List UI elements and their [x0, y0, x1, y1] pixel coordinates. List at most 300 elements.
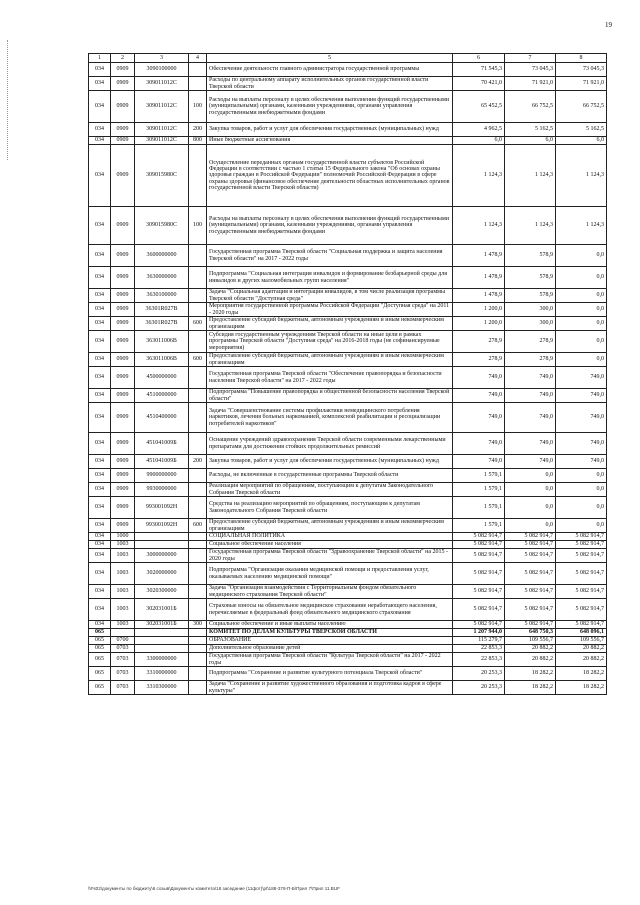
amount-col8: 5 082 914,7: [556, 549, 607, 563]
amount-col8: 109 556,7: [556, 637, 607, 645]
table-row: [89, 483, 607, 497]
expense-name: Страховые взносы на обязательное медицинское страхование неработающего населения, перечисляемые в федеральный фонд обязательного медицинского страхования: [207, 599, 453, 621]
expense-type-code: [189, 497, 207, 519]
amount-col6: 1 200,0: [453, 317, 505, 331]
expense-name: ОБРАЗОВАНИЕ: [207, 637, 453, 645]
margin-marks: [7, 40, 10, 160]
section-code: 0703: [111, 681, 135, 695]
amount-col6: 1 200,0: [453, 303, 505, 317]
agency-code: 034: [89, 621, 111, 629]
col-header: 3: [135, 54, 189, 63]
amount-col6: 1 207 944,0: [453, 629, 505, 637]
amount-col6: 65 452,5: [453, 91, 505, 123]
agency-code: 034: [89, 541, 111, 549]
amount-col8: 0,0: [556, 289, 607, 303]
expense-type-code: 600: [189, 317, 207, 331]
amount-col6: 749,0: [453, 433, 505, 455]
expense-name: Средства на реализацию мероприятий по обращениям, поступающим к депутатам Законодательного Собрания Тверской области: [207, 497, 453, 519]
amount-col8: 0,0: [556, 331, 607, 353]
agency-code: 034: [89, 433, 111, 455]
expense-type-code: [189, 541, 207, 549]
amount-col6: 1 579,1: [453, 519, 505, 533]
target-article-code: 3090100000: [135, 63, 189, 77]
section-code: 1003: [111, 621, 135, 629]
expense-type-code: [189, 403, 207, 433]
section-code: 1003: [111, 563, 135, 585]
amount-col6: 1 124,3: [453, 207, 505, 245]
target-article-code: 302031001Б: [135, 599, 189, 621]
file-path-footer: \\Fs02\документы по бюджету\6 созыв\Документы комитета\18 заседание (11фот)\pt\188-378-П-Б\Прил 7\Прил 11.BUF: [88, 886, 340, 891]
expense-name: Предоставление субсидий бюджетным, автономным учреждениям и иным некоммерческим организациям: [207, 353, 453, 367]
amount-col6: 1 478,9: [453, 267, 505, 289]
amount-col7: 0,0: [505, 497, 556, 519]
expense-type-code: 200: [189, 123, 207, 137]
amount-col8: 71 921,0: [556, 77, 607, 91]
expense-name: Закупка товаров, работ и услуг для обеспечения государственных (муниципальных) нужд: [207, 455, 453, 469]
amount-col6: 749,0: [453, 389, 505, 403]
amount-col8: 18 282,2: [556, 667, 607, 681]
amount-col8: 0,0: [556, 469, 607, 483]
amount-col6: 70 421,0: [453, 77, 505, 91]
expense-name: Подпрограмма "Сохранение и развитие культурного потенциала Тверской области": [207, 667, 453, 681]
amount-col6: 278,9: [453, 353, 505, 367]
amount-col8: 5 082 914,7: [556, 621, 607, 629]
amount-col6: 5 082 914,7: [453, 585, 505, 599]
amount-col6: 20 253,3: [453, 667, 505, 681]
table-row: [89, 681, 607, 695]
amount-col7: 749,0: [505, 403, 556, 433]
amount-col7: 0,0: [505, 469, 556, 483]
target-article-code: 363011006В: [135, 353, 189, 367]
table-row: [89, 145, 607, 207]
table-row: [89, 303, 607, 317]
table-row: [89, 63, 607, 77]
table-row: [89, 367, 607, 389]
agency-code: 034: [89, 403, 111, 433]
agency-code: 034: [89, 469, 111, 483]
amount-col6: 749,0: [453, 367, 505, 389]
amount-col6: 1 478,9: [453, 245, 505, 267]
table-row: [89, 637, 607, 645]
table-row: [89, 267, 607, 289]
agency-code: 034: [89, 483, 111, 497]
expense-type-code: [189, 145, 207, 207]
target-article-code: 9930000000: [135, 483, 189, 497]
agency-code: 034: [89, 585, 111, 599]
section-code: 0909: [111, 303, 135, 317]
col-header: 6: [453, 54, 505, 63]
amount-col7: 749,0: [505, 433, 556, 455]
target-article-code: 36301R027В: [135, 303, 189, 317]
target-article-code: 309011012С: [135, 77, 189, 91]
expense-name: Расходы по центральному аппарату исполнительных органов государственной власти Тверской области: [207, 77, 453, 91]
amount-col8: 66 752,5: [556, 91, 607, 123]
agency-code: 034: [89, 497, 111, 519]
section-code: 0909: [111, 389, 135, 403]
section-code: 0909: [111, 433, 135, 455]
table-row: [89, 403, 607, 433]
amount-col7: 0,0: [505, 483, 556, 497]
agency-code: 034: [89, 317, 111, 331]
amount-col7: 109 556,7: [505, 637, 556, 645]
amount-col6: 22 853,3: [453, 645, 505, 653]
target-article-code: 4510400000: [135, 403, 189, 433]
amount-col8: 0,0: [556, 519, 607, 533]
expense-type-code: 300: [189, 621, 207, 629]
amount-col7: 278,9: [505, 331, 556, 353]
agency-code: 034: [89, 137, 111, 145]
amount-col7: 300,0: [505, 317, 556, 331]
section-code: [111, 629, 135, 637]
agency-code: 034: [89, 123, 111, 137]
section-code: 0909: [111, 483, 135, 497]
expense-name: Задача "Совершенствование системы профилактики немедицинского потребления наркотиков, лечения больных наркоманией, комплексной реабилитации и ресоциализации потребителей наркотиков": [207, 403, 453, 433]
expense-type-code: 600: [189, 519, 207, 533]
col-header: 8: [556, 54, 607, 63]
expense-type-code: [189, 533, 207, 541]
amount-col6: 5 082 914,7: [453, 541, 505, 549]
table-row: [89, 433, 607, 455]
amount-col6: 1 579,1: [453, 483, 505, 497]
target-article-code: 309015980С: [135, 207, 189, 245]
expense-name: Оснащение учреждений здравоохранения Тверской области современными лекарственными препаратами для достижения стойких продолжительных ремиссий: [207, 433, 453, 455]
expense-type-code: [189, 599, 207, 621]
expense-type-code: 800: [189, 137, 207, 145]
amount-col6: 1 478,9: [453, 289, 505, 303]
expense-type-code: [189, 389, 207, 403]
amount-col6: 5 082 914,7: [453, 621, 505, 629]
expense-type-code: [189, 367, 207, 389]
amount-col8: 5 082 914,7: [556, 563, 607, 585]
section-code: 0703: [111, 653, 135, 667]
amount-col7: 71 921,0: [505, 77, 556, 91]
section-code: 0703: [111, 645, 135, 653]
col-header: 2: [111, 54, 135, 63]
section-code: 0909: [111, 367, 135, 389]
target-article-code: 36301R027В: [135, 317, 189, 331]
expense-name: Обеспечение деятельности главного администратора государственной программы: [207, 63, 453, 77]
section-code: 0909: [111, 497, 135, 519]
section-code: 0909: [111, 289, 135, 303]
table-row: [89, 621, 607, 629]
table-row: [89, 317, 607, 331]
agency-code: 034: [89, 353, 111, 367]
amount-col8: 0,0: [556, 497, 607, 519]
amount-col8: 0,0: [556, 245, 607, 267]
section-code: 0909: [111, 77, 135, 91]
table-row: [89, 123, 607, 137]
target-article-code: 4510000000: [135, 389, 189, 403]
amount-col7: 5 082 914,7: [505, 541, 556, 549]
table-row: [89, 137, 607, 145]
agency-code: 034: [89, 533, 111, 541]
expense-type-code: [189, 433, 207, 455]
agency-code: 034: [89, 267, 111, 289]
agency-code: 065: [89, 637, 111, 645]
amount-col6: 5 082 914,7: [453, 533, 505, 541]
amount-col8: 749,0: [556, 433, 607, 455]
amount-col7: 578,9: [505, 267, 556, 289]
target-article-code: 451041009Б: [135, 433, 189, 455]
amount-col6: 1 579,1: [453, 497, 505, 519]
agency-code: 065: [89, 629, 111, 637]
amount-col6: 749,0: [453, 403, 505, 433]
table-row: [89, 541, 607, 549]
agency-code: 034: [89, 549, 111, 563]
section-code: 0909: [111, 267, 135, 289]
amount-col8: 5 082 914,7: [556, 541, 607, 549]
target-article-code: 3630100000: [135, 289, 189, 303]
expense-name: Государственная программа Тверской области "Социальная поддержка и защита населения Тверской области" на 2017 - 2022 годы: [207, 245, 453, 267]
amount-col7: 18 282,2: [505, 681, 556, 695]
expense-type-code: [189, 77, 207, 91]
table-row: [89, 667, 607, 681]
amount-col7: 749,0: [505, 389, 556, 403]
amount-col7: 6,0: [505, 137, 556, 145]
section-code: 0909: [111, 245, 135, 267]
amount-col8: 5 082 914,7: [556, 533, 607, 541]
amount-col8: 1 124,3: [556, 145, 607, 207]
amount-col8: 20 882,2: [556, 653, 607, 667]
expense-name: Социальное обеспечение и иные выплаты населению: [207, 621, 453, 629]
agency-code: 034: [89, 331, 111, 353]
section-code: 1000: [111, 533, 135, 541]
page-number: 19: [605, 21, 612, 29]
amount-col8: 20 882,2: [556, 645, 607, 653]
expense-type-code: [189, 549, 207, 563]
expense-name: Дополнительное образование детей: [207, 645, 453, 653]
section-code: 0909: [111, 353, 135, 367]
expense-name: Реализация мероприятий по обращениям, поступающим к депутатам Законодательного Собрания Тверской области: [207, 483, 453, 497]
target-article-code: 3020000000: [135, 563, 189, 585]
amount-col8: 749,0: [556, 389, 607, 403]
col-header: 4: [189, 54, 207, 63]
section-code: 0909: [111, 519, 135, 533]
agency-code: 034: [89, 63, 111, 77]
expense-name: Иные бюджетные ассигнования: [207, 137, 453, 145]
section-code: 0703: [111, 667, 135, 681]
table-row: [89, 653, 607, 667]
target-article-code: 4500000000: [135, 367, 189, 389]
target-article-code: 3310000000: [135, 667, 189, 681]
amount-col7: 648 750,3: [505, 629, 556, 637]
target-article-code: 302031001Б: [135, 621, 189, 629]
target-article-code: 363011006В: [135, 331, 189, 353]
table-row: [89, 497, 607, 519]
agency-code: 034: [89, 367, 111, 389]
col-header: 1: [89, 54, 111, 63]
table-row: [89, 289, 607, 303]
expense-name: Государственная программа Тверской области "Культура Тверской области" на 2017 - 2022 годы: [207, 653, 453, 667]
section-code: 0700: [111, 637, 135, 645]
amount-col8: 0,0: [556, 483, 607, 497]
amount-col7: 749,0: [505, 367, 556, 389]
target-article-code: 3300000000: [135, 653, 189, 667]
expense-name: Задача "Сохранение и развитие художественного образования и подготовка кадров в сфере культуры": [207, 681, 453, 695]
target-article-code: [135, 541, 189, 549]
expense-type-code: [189, 667, 207, 681]
amount-col7: 5 082 914,7: [505, 621, 556, 629]
expense-type-code: [189, 563, 207, 585]
section-code: 0909: [111, 469, 135, 483]
agency-code: 034: [89, 389, 111, 403]
amount-col8: 749,0: [556, 455, 607, 469]
expense-name: Подпрограмма "Социальная интеграция инвалидов и формирование безбарьерной среды для инвалидов и других маломобильных групп населения": [207, 267, 453, 289]
expense-name: Осуществление переданных органам государственной власти субъектов Российской Федерации в соответствии с частью 1 статьи 15 Федерального закона "Об основах охраны здоровья граждан в Российской Федерации" полномочий Российской Федерации в сфере охраны здоровья (финансовое обеспечение деятельности областных исполнительных органов государственной власти Тверской области): [207, 145, 453, 207]
target-article-code: 309011012С: [135, 91, 189, 123]
amount-col7: 300,0: [505, 303, 556, 317]
expense-name: Закупка товаров, работ и услуг для обеспечения государственных (муниципальных) нужд: [207, 123, 453, 137]
agency-code: 065: [89, 667, 111, 681]
agency-code: 034: [89, 563, 111, 585]
amount-col8: 0,0: [556, 353, 607, 367]
amount-col7: 20 882,2: [505, 645, 556, 653]
expense-type-code: 200: [189, 455, 207, 469]
target-article-code: 3630000000: [135, 267, 189, 289]
agency-code: 034: [89, 519, 111, 533]
amount-col6: 4 962,5: [453, 123, 505, 137]
amount-col8: 5 082 914,7: [556, 585, 607, 599]
amount-col7: 578,9: [505, 245, 556, 267]
expense-name: Задача "Социальная адаптация и интеграция инвалидов, в том числе реализация программы Тверской области "Доступная среда": [207, 289, 453, 303]
section-code: 0909: [111, 207, 135, 245]
expense-name: Расходы, не включенные в государственные программы Тверской области: [207, 469, 453, 483]
target-article-code: 993001092Н: [135, 519, 189, 533]
table-row: [89, 549, 607, 563]
agency-code: 034: [89, 91, 111, 123]
expense-name: Субсидия государственным учреждениям Тверской области на иные цели в рамках программы Тверской области "Доступная среда" на 2016-2018 годы (не софинансируемые мероприятия): [207, 331, 453, 353]
col-header: 7: [505, 54, 556, 63]
expense-type-code: [189, 483, 207, 497]
amount-col6: 1 579,1: [453, 469, 505, 483]
amount-col7: 278,9: [505, 353, 556, 367]
expense-type-code: 100: [189, 207, 207, 245]
agency-code: 065: [89, 645, 111, 653]
expense-type-code: [189, 289, 207, 303]
agency-code: 034: [89, 245, 111, 267]
target-article-code: 3020300000: [135, 585, 189, 599]
agency-code: 034: [89, 145, 111, 207]
amount-col6: 5 082 914,7: [453, 599, 505, 621]
expense-name: Предоставление субсидий бюджетным, автономным учреждениям и иным некоммерческим организациям: [207, 317, 453, 331]
amount-col8: 0,0: [556, 303, 607, 317]
table-row: [89, 245, 607, 267]
agency-code: 034: [89, 303, 111, 317]
expense-type-code: 100: [189, 91, 207, 123]
table-row: [89, 645, 607, 653]
target-article-code: 3600000000: [135, 245, 189, 267]
amount-col6: 6,0: [453, 137, 505, 145]
table-row: [89, 389, 607, 403]
target-article-code: [135, 645, 189, 653]
target-article-code: [135, 629, 189, 637]
amount-col8: 0,0: [556, 317, 607, 331]
amount-col6: 5 082 914,7: [453, 563, 505, 585]
amount-col8: 1 124,3: [556, 207, 607, 245]
expense-name: Подпрограмма "Повышение правопорядка и общественной безопасности населения Тверской области": [207, 389, 453, 403]
agency-code: 034: [89, 599, 111, 621]
amount-col6: 1 124,3: [453, 145, 505, 207]
amount-col7: 18 282,2: [505, 667, 556, 681]
agency-code: 065: [89, 681, 111, 695]
agency-code: 034: [89, 207, 111, 245]
amount-col6: 20 253,3: [453, 681, 505, 695]
amount-col7: 1 124,3: [505, 207, 556, 245]
expense-name: Социальное обеспечение населения: [207, 541, 453, 549]
expense-type-code: [189, 245, 207, 267]
expense-name: Задача "Организация взаимодействия с Территориальным фондом обязательного медицинского страхования Тверской области": [207, 585, 453, 599]
expense-type-code: [189, 303, 207, 317]
amount-col7: 5 082 914,7: [505, 563, 556, 585]
section-code: 0909: [111, 403, 135, 433]
table-row: [89, 91, 607, 123]
expense-type-code: [189, 653, 207, 667]
amount-col8: 18 282,2: [556, 681, 607, 695]
amount-col6: 749,0: [453, 455, 505, 469]
amount-col7: 5 082 914,7: [505, 585, 556, 599]
expense-type-code: [189, 469, 207, 483]
expense-type-code: [189, 63, 207, 77]
section-code: 0909: [111, 63, 135, 77]
agency-code: 034: [89, 289, 111, 303]
expense-name: КОМИТЕТ ПО ДЕЛАМ КУЛЬТУРЫ ТВЕРСКОЙ ОБЛАСТИ: [207, 629, 453, 637]
table-row: [89, 331, 607, 353]
table-row: [89, 519, 607, 533]
agency-code: 034: [89, 455, 111, 469]
amount-col7: 5 162,5: [505, 123, 556, 137]
target-article-code: 9900000000: [135, 469, 189, 483]
expense-name: СОЦИАЛЬНАЯ ПОЛИТИКА: [207, 533, 453, 541]
section-code: 0909: [111, 137, 135, 145]
amount-col7: 578,9: [505, 289, 556, 303]
section-code: 1003: [111, 541, 135, 549]
target-article-code: [135, 637, 189, 645]
amount-col7: 0,0: [505, 519, 556, 533]
amount-col6: 115 279,7: [453, 637, 505, 645]
amount-col6: 22 853,3: [453, 653, 505, 667]
expense-name: Предоставление субсидий бюджетным, автономным учреждениям и иным некоммерческим организациям: [207, 519, 453, 533]
table-row: [89, 629, 607, 637]
expense-type-code: [189, 585, 207, 599]
section-code: 0909: [111, 145, 135, 207]
table-row: [89, 77, 607, 91]
target-article-code: 3310300000: [135, 681, 189, 695]
col-header: 5: [207, 54, 453, 63]
table-row: [89, 207, 607, 245]
agency-code: 034: [89, 77, 111, 91]
section-code: 0909: [111, 455, 135, 469]
amount-col7: 5 082 914,7: [505, 599, 556, 621]
target-article-code: 3000000000: [135, 549, 189, 563]
section-code: 0909: [111, 123, 135, 137]
section-code: 0909: [111, 91, 135, 123]
target-article-code: 451041009Б: [135, 455, 189, 469]
amount-col8: 0,0: [556, 267, 607, 289]
amount-col8: 6,0: [556, 137, 607, 145]
amount-col7: 66 752,5: [505, 91, 556, 123]
table-row: [89, 563, 607, 585]
section-code: 1003: [111, 549, 135, 563]
expense-name: Государственная программа Тверской области "Обеспечение правопорядка и безопасности населения Тверской области" на 2017 - 2022 годы: [207, 367, 453, 389]
table-row: [89, 353, 607, 367]
table-body: [89, 54, 607, 695]
amount-col7: 5 082 914,7: [505, 533, 556, 541]
budget-table: [88, 53, 607, 695]
target-article-code: 993001092Н: [135, 497, 189, 519]
amount-col6: 5 082 914,7: [453, 549, 505, 563]
expense-name: Мероприятия государственной программы Российской Федерации "Доступная среда" на 2011 - 2020 годы: [207, 303, 453, 317]
amount-col7: 5 082 914,7: [505, 549, 556, 563]
